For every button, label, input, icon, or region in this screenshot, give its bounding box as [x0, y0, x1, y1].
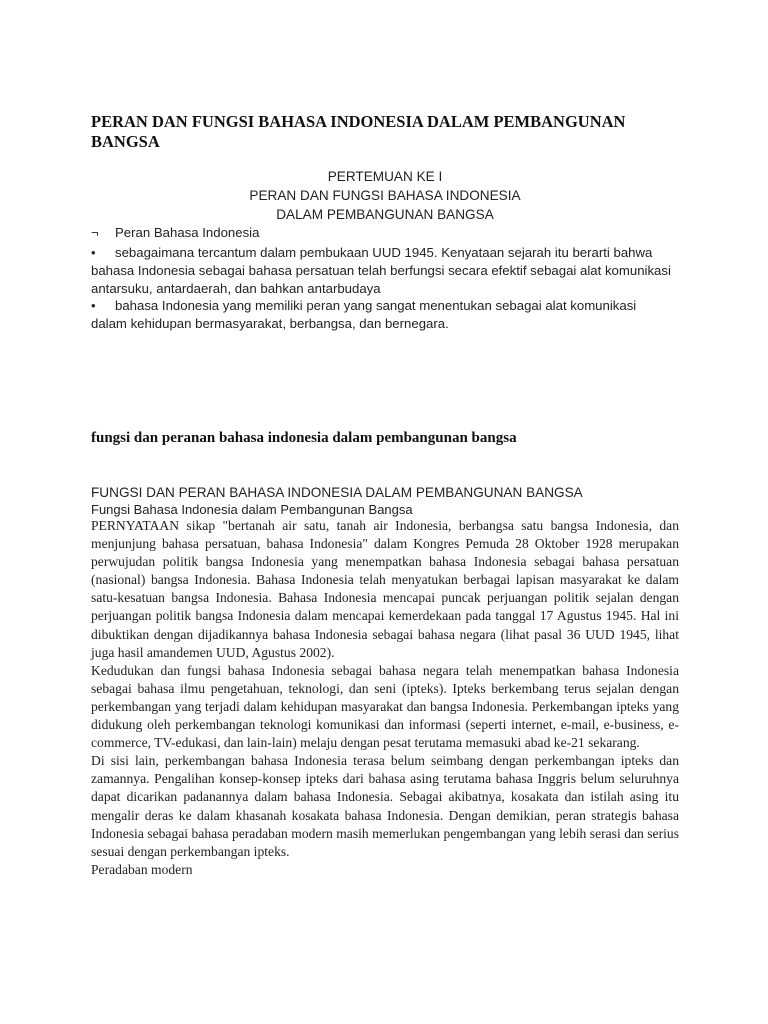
not-sign-icon: ¬: [91, 225, 99, 240]
bullet-item-1: [91, 244, 679, 298]
session-heading: [91, 167, 679, 224]
body-text: [91, 517, 679, 879]
outline-heading-text: Peran Bahasa Indonesia: [115, 225, 260, 240]
session-line-2: PERAN DAN FUNGSI BAHASA INDONESIA: [249, 188, 521, 203]
bullet-2-first-line: bahasa Indonesia yang memiliki peran yang sangat menentukan sebagai alat komunikasi: [115, 298, 637, 313]
bullet-1-rest: bahasa Indonesia sebagai bahasa persatuan telah berfungsi secara efektif sebagai alat komunikasi antarsuku, antardaerah, dan bahkan antarbudaya: [91, 263, 671, 296]
session-line-1: PERTEMUAN KE I: [327, 169, 443, 184]
document-title: PERAN DAN FUNGSI BAHASA INDONESIA DALAM PEMBANGUNAN BANGSA: [91, 112, 626, 151]
section-2-heading: FUNGSI DAN PERAN BAHASA INDONESIA DALAM PEMBANGUNAN BANGSA: [91, 485, 583, 500]
session-line-3: DALAM PEMBANGUNAN BANGSA: [276, 207, 494, 222]
outline-heading: [91, 224, 679, 242]
bullet-icon: •: [91, 245, 96, 260]
section-2-title: fungsi dan peranan bahasa indonesia dalam pembangunan bangsa: [91, 430, 517, 446]
paragraph-3: Di sisi lain, perkembangan bahasa Indonesia terasa belum seimbang dengan perkembangan ipteks dan zamannya. Pengalihan konsep-konsep ipteks dari bahasa asing terutama bahasa Inggris belum seluruhnya dapat dicarikan padanannya dalam bahasa Indonesia. Sebagai akibatnya, kosakata dan istilah asing itu mengalir deras ke dalam khasanah kosakata bahasa Indonesia. Dengan demikian, peran strategis bahasa Indonesia sebagai bahasa peradaban modern masih memerlukan pengembangan yang lebih serasi dan serius sesuai dengan perkembangan ipteks.: [91, 753, 679, 859]
bullet-icon: •: [91, 298, 96, 313]
paragraph-4: Peradaban modern: [91, 861, 193, 877]
paragraph-2: Kedudukan dan fungsi bahasa Indonesia sebagai bahasa negara telah menempatkan bahasa Indonesia sebagai bahasa ilmu pengetahuan, teknologi, dan seni (ipteks). Ipteks berkembang terus sejalan dengan perkembangan yang terjadi dalam kehidupan masyarakat dan bangsa Indonesia. Perkembangan ipteks yang didukung oleh perkembangan teknologi komunikasi dan informasi (seperti internet, e-mail, e-business, e-commerce, TV-edukasi, dan lain-lain) melaju dengan pesat terutama memasuki abad ke-21 sekarang.: [91, 662, 679, 751]
bullet-item-2: [91, 297, 679, 333]
bullet-1-first-line: sebagaimana tercantum dalam pembukaan UUD 1945. Kenyataan sejarah itu berarti bahwa: [115, 245, 653, 260]
section-2-subheading: Fungsi Bahasa Indonesia dalam Pembangunan Bangsa: [91, 502, 413, 517]
bullet-2-rest: dalam kehidupan bermasyarakat, berbangsa, dan bernegara.: [91, 316, 449, 331]
paragraph-1: PERNYATAAN sikap "bertanah air satu, tanah air Indonesia, berbangsa satu bangsa Indonesia, dan menjunjung bahasa persatuan, bahasa Indonesia" dalam Kongres Pemuda 28 Oktober 1928 merupakan perwujudan politik bangsa Indonesia yang menempatkan bahasa Indonesia sebagai bahasa persatuan (nasional) bangsa Indonesia. Bahasa Indonesia telah menyatukan berbagai lapisan masyarakat ke dalam satu-kesatuan bangsa Indonesia. Bahasa Indonesia mencapai puncak perjuangan politik sejalan dengan perjuangan politik bangsa Indonesia dalam mencapai kemerdekaan pada tanggal 17 Agustus 1945. Hal ini dibuktikan dengan dijadikannya bahasa Indonesia sebagai bahasa negara (lihat pasal 36 UUD 1945, lihat juga hasil amandemen UUD, Agustus 2002).: [91, 518, 679, 660]
